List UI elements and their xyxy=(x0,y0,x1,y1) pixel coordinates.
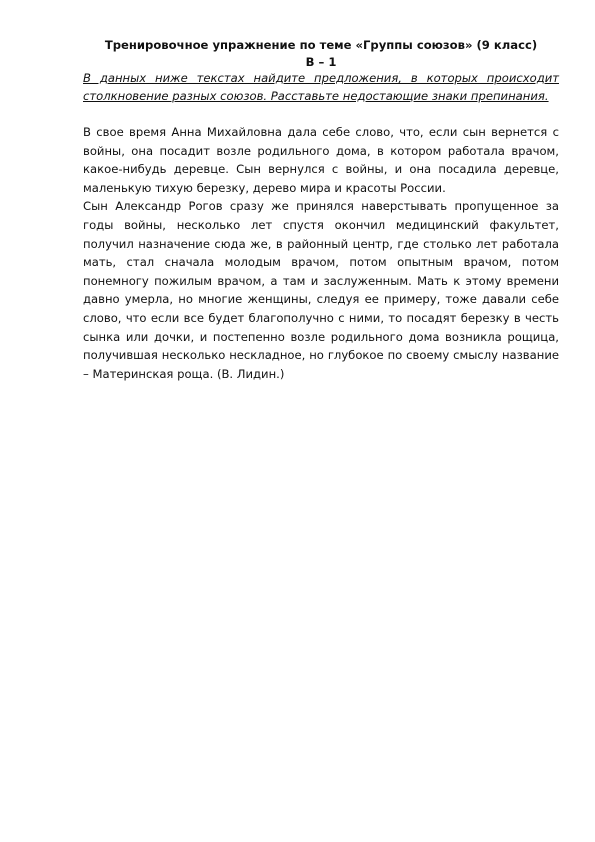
document-title: Тренировочное упражнение по теме «Группы союзов» (9 класс) xyxy=(104,38,538,52)
paragraph-2: Сын Александр Рогов сразу же принялся наверстывать пропущенное за годы войны, несколько лет спустя окончил медицинский факультет, получил назначение сюда же, в районный центр, где столько лет работала мать, стал сначала молодым врачом, потом опытным врачом, потом понемногу пожилым врачом, а там и заслуженным. Мать к этому времени давно умерла, но многие женщины, следуя ее примеру, тоже давали себе слово, что если все будет благополучно с ними, то посадят березку в честь сынка или дочки, и постепенно возле родильного дома возникла рощица, получившая несколько нескладное, но глубокое по своему смыслу название – Материнская роща. (В. Лидин.) xyxy=(83,199,559,381)
exercise-text xyxy=(83,123,559,383)
task-instruction: В данных ниже текстах найдите предложения, в которых происходит столкновение разных союзов. Расставьте недостающие знаки препинания. xyxy=(83,71,559,103)
document-page xyxy=(83,37,559,383)
paragraph-1: В свое время Анна Михайловна дала себе слово, что, если сын вернется с войны, она посадит возле родильного дома, в котором работала врачом, какое-нибудь деревце. Сын вернулся с войны, и она посадила деревце, маленькую тихую березку, дерево мира и красоты России. xyxy=(83,125,559,195)
variant-label: В – 1 xyxy=(305,54,337,69)
